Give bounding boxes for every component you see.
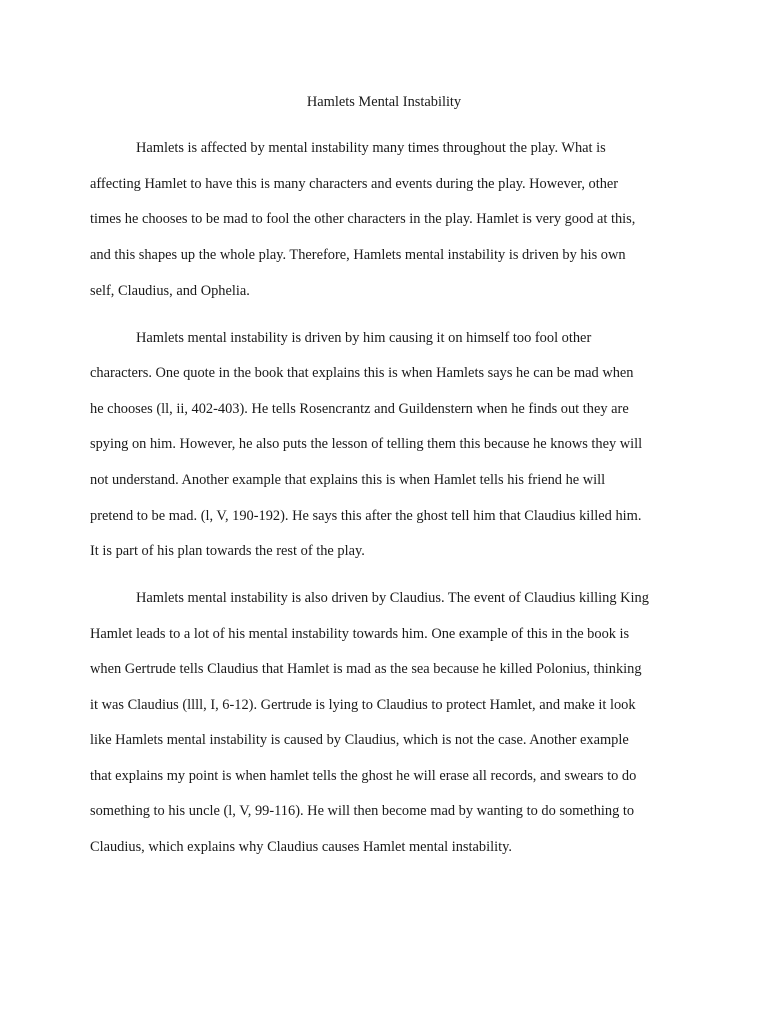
- paragraph-3-line-1: Hamlets mental instability is also driven by Claudius. The event of Claudius killing King: [136, 590, 649, 606]
- paragraph-3-line-4: it was Claudius (llll, I, 6-12). Gertrude is lying to Claudius to protect Hamlet, and make it look: [90, 697, 636, 713]
- paragraph-3-line-3: when Gertrude tells Claudius that Hamlet is mad as the sea because he killed Polonius, thinking: [90, 661, 642, 677]
- paragraph-3-line-2: Hamlet leads to a lot of his mental instability towards him. One example of this in the book is: [90, 626, 630, 642]
- paragraph-2-line-3: he chooses (ll, ii, 402-403). He tells Rosencrantz and Guildenstern when he finds out they are: [90, 401, 629, 417]
- paragraph-2-line-7: It is part of his plan towards the rest of the play.: [90, 543, 365, 559]
- paragraph-3-line-7: something to his uncle (l, V, 99-116). He will then become mad by wanting to do something to: [90, 803, 635, 819]
- paragraph-2-line-2: characters. One quote in the book that explains this is when Hamlets says he can be mad when: [90, 365, 634, 381]
- paragraph-3-line-6: that explains my point is when hamlet tells the ghost he will erase all records, and swears to do: [90, 768, 637, 784]
- paragraph-2-line-6: pretend to be mad. (l, V, 190-192). He says this after the ghost tell him that Claudius killed him.: [90, 508, 642, 524]
- paragraph-3-line-5: like Hamlets mental instability is caused by Claudius, which is not the case. Another example: [90, 732, 629, 748]
- paragraph-2-line-1: Hamlets mental instability is driven by him causing it on himself too fool other: [136, 330, 592, 346]
- document-title: Hamlets Mental Instability: [306, 94, 462, 110]
- paragraph-1-line-4: and this shapes up the whole play. Therefore, Hamlets mental instability is driven by his own: [90, 247, 626, 263]
- paragraph-1-line-1: Hamlets is affected by mental instability many times throughout the play. What is: [136, 140, 606, 156]
- paragraph-1-line-5: self, Claudius, and Ophelia.: [90, 283, 250, 299]
- paragraph-2-line-4: spying on him. However, he also puts the lesson of telling them this because he knows they will: [90, 436, 643, 452]
- paragraph-3-line-8: Claudius, which explains why Claudius causes Hamlet mental instability.: [90, 839, 512, 855]
- paragraph-1-line-3: times he chooses to be mad to fool the other characters in the play. Hamlet is very good at this,: [90, 211, 636, 227]
- paragraph-2-line-5: not understand. Another example that explains this is when Hamlet tells his friend he will: [90, 472, 606, 488]
- paragraph-1-line-2: affecting Hamlet to have this is many characters and events during the play. However, other: [90, 176, 619, 192]
